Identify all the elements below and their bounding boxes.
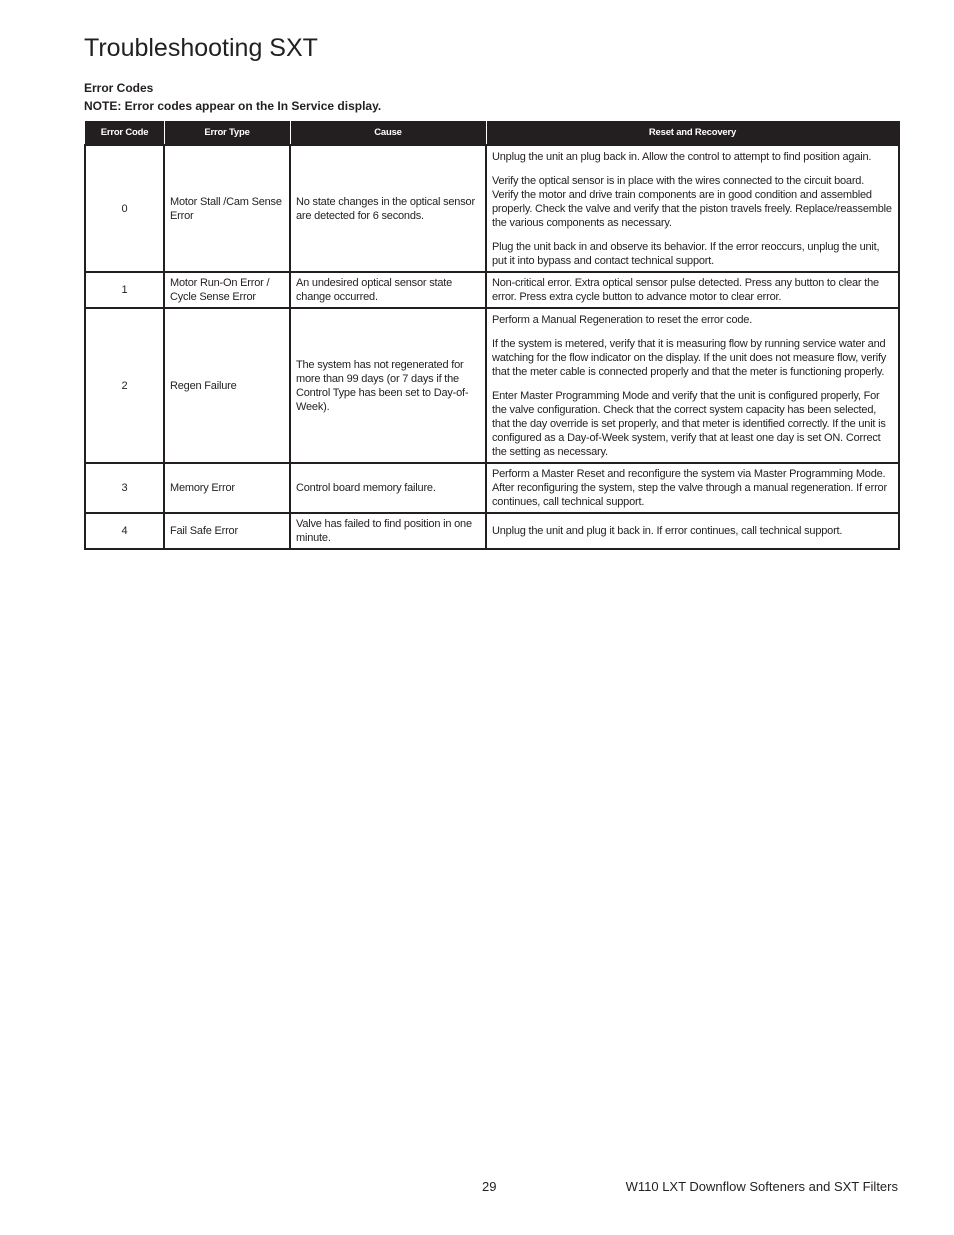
table-row (85, 513, 899, 549)
cause-cell: An undesired optical sensor state change occurred. (290, 272, 486, 308)
error-type-cell: Fail Safe Error (164, 513, 290, 549)
cause-cell: No state changes in the optical sensor are detected for 6 seconds. (290, 145, 486, 272)
error-type-cell: Motor Run-On Error / Cycle Sense Error (164, 272, 290, 308)
recovery-step: Plug the unit back in and observe its behavior. If the error reoccurs, unplug the unit, put it into bypass and contact technical support. (492, 240, 880, 267)
error-code-cell: 1 (85, 272, 164, 308)
error-type-cell: Motor Stall /Cam Sense Error (164, 145, 290, 272)
recovery-step: Enter Master Programming Mode and verify that the unit is configured properly, For the valve configuration. Check that the correct system capacity has been selected, that the day override is set properly, and that meter is identified correctly. If the unit is configured as a Day-of-Week system, verify that at least one day is set ON. Correct the setting as necessary. (492, 389, 886, 458)
recovery-step: Perform a Manual Regeneration to reset the error code. (492, 313, 753, 326)
error-type-cell: Regen Failure (164, 308, 290, 463)
recovery-step: Unplug the unit and plug it back in. If error continues, call technical support. (492, 525, 843, 537)
error-code-cell: 0 (85, 145, 164, 272)
recovery-cell (486, 513, 899, 549)
recovery-step: If the system is metered, verify that it is measuring flow by running service water and watching for the flow indicator on the display. If the unit does not measure flow, verify that the meter cable is connected properly and that the meter is functioning properly. (492, 337, 887, 378)
note-text: NOTE: Error codes appear on the In Service display. (84, 99, 382, 113)
recovery-step: Verify the optical sensor is in place with the wires connected to the circuit board. Verify the motor and drive train components are in good condition and assembled properly. Check the valve and verify that the piston travels freely. Replace/reassemble the various components as necessary. (492, 174, 892, 229)
error-type-cell: Memory Error (164, 463, 290, 513)
recovery-step: Non-critical error. Extra optical sensor pulse detected. Press any button to clear the error. Press extra cycle button to advance motor to clear error. (492, 277, 879, 303)
recovery-step: Perform a Master Reset and reconfigure the system via Master Programming Mode. After reconfiguring the system, step the valve through a manual regeneration. If error continues, call technical support. (492, 468, 887, 508)
error-code-cell: 2 (85, 308, 164, 463)
page-title: Troubleshooting SXT (84, 34, 318, 62)
section-heading: Error Codes (84, 81, 154, 95)
document-title: W110 LXT Downflow Softeners and SXT Filters (625, 1179, 898, 1194)
error-code-cell: 3 (85, 463, 164, 513)
header-reset-recovery: Reset and Recovery (486, 122, 899, 146)
error-code-cell: 4 (85, 513, 164, 549)
header-error-code: Error Code (85, 122, 164, 146)
table-row (85, 463, 899, 513)
table-row (85, 145, 899, 272)
recovery-cell (486, 272, 899, 308)
recovery-cell (486, 463, 899, 513)
table-header-row (85, 122, 899, 146)
cause-cell: Control board memory failure. (290, 463, 486, 513)
header-error-type: Error Type (164, 122, 290, 146)
cause-cell: The system has not regenerated for more than 99 days (or 7 days if the Control Type has been set to Day-of-Week). (290, 308, 486, 463)
table-row (85, 308, 899, 463)
recovery-cell (486, 145, 899, 272)
page-number: 29 (482, 1179, 497, 1194)
header-cause: Cause (290, 122, 486, 146)
error-codes-table (84, 121, 900, 550)
table-row (85, 272, 899, 308)
recovery-step: Unplug the unit an plug back in. Allow the control to attempt to find position again. (492, 150, 872, 163)
cause-cell: Valve has failed to find position in one minute. (290, 513, 486, 549)
recovery-cell (486, 308, 899, 463)
